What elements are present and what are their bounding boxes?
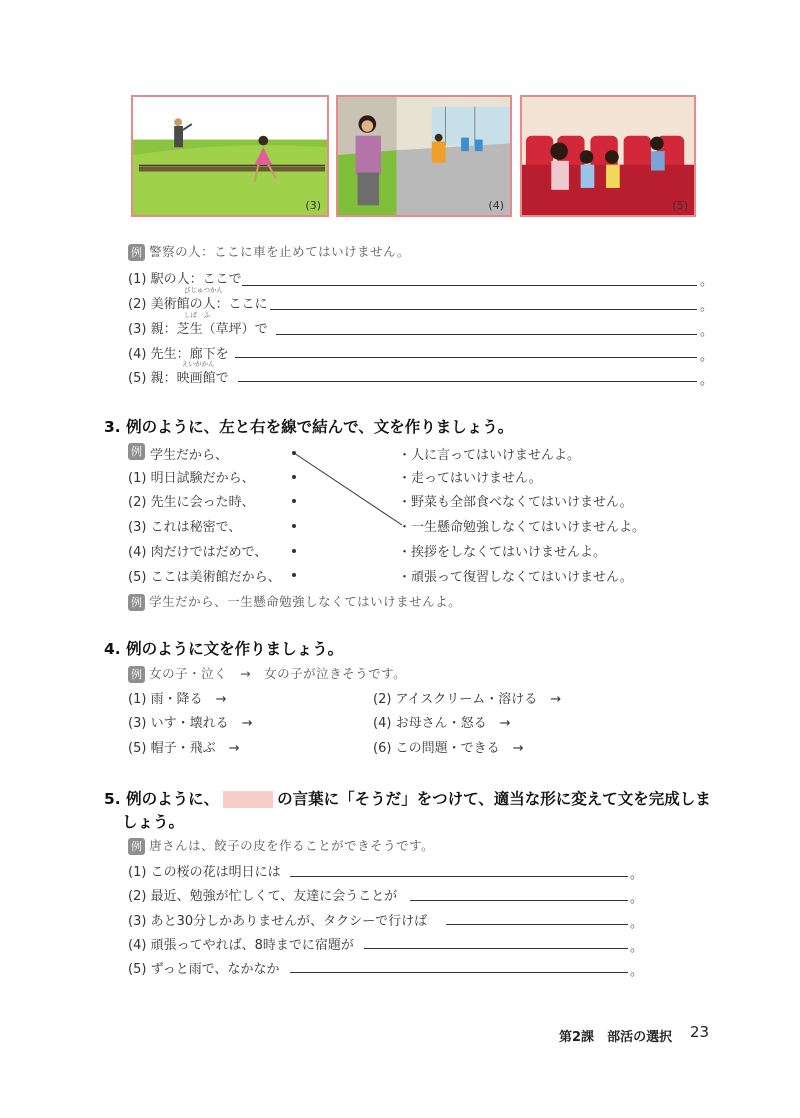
answer-line-3[interactable] (446, 924, 628, 925)
item-number: (2) (373, 692, 392, 707)
item-number: (3) (128, 322, 147, 337)
right-bullet[interactable]: ・ (398, 448, 412, 463)
item-number: (2) (128, 889, 147, 904)
ex3-left-1 (128, 467, 255, 486)
ex4-item-2 (373, 688, 561, 707)
ruby-bijutsukan: びじゅつかん (184, 286, 223, 294)
ex3-right-4 (398, 541, 606, 560)
item-text: この桜の花は明日には (150, 865, 281, 880)
example-badge: 例 (128, 666, 145, 683)
ex3-right-0 (398, 444, 580, 463)
right-text: 一生懸命勉強しなくてはいけませんよ。 (411, 520, 646, 535)
answer-line-4[interactable] (364, 948, 628, 949)
left-dot[interactable] (292, 549, 296, 553)
highlight-box (223, 791, 273, 808)
item-number: (6) (373, 741, 392, 756)
left-text: 肉だけではだめで、 (150, 545, 268, 560)
right-bullet[interactable]: ・ (398, 495, 412, 510)
item-text: 雨・降る (150, 692, 203, 707)
left-text: 明日試験だから、 (150, 471, 255, 486)
ex5-item-2 (128, 885, 397, 904)
answer-line-1[interactable] (290, 876, 628, 877)
ex2-example (128, 242, 410, 261)
answer-line-4[interactable] (235, 357, 697, 358)
item-number: (2) (128, 495, 147, 510)
item-text: 親：芝生（草坪）で (150, 322, 268, 337)
item-number: (2) (128, 297, 147, 312)
period-mark: 。 (630, 891, 644, 906)
item-text: 先生：廊下を (150, 347, 229, 362)
ex5-heading-part-b: の言葉に「そうだ」をつけて、適当な形に変えて文を完成しま (277, 790, 711, 808)
answer-line-3[interactable] (276, 334, 697, 335)
arrow: → (228, 741, 240, 756)
ex3-right-3 (398, 516, 645, 535)
example-badge: 例 (128, 838, 145, 855)
item-number: (3) (128, 914, 147, 929)
ruby-shibafu: しば ふ (184, 311, 210, 319)
right-text: 人に言ってはいけませんよ。 (411, 448, 581, 463)
page-number: 23 (690, 1023, 710, 1041)
item-number: (5) (128, 962, 147, 977)
item-text: 頑張ってやれば、8時までに宿題が (150, 938, 354, 953)
ex5-item-4 (128, 934, 354, 953)
arrow: → (241, 716, 253, 731)
ex3-right-2 (398, 491, 633, 510)
illustration-4 (336, 95, 512, 217)
item-text: この問題・できる (395, 741, 500, 756)
item-text: アイスクリーム・溶ける (395, 692, 538, 707)
ex3-left-2 (128, 491, 255, 510)
left-text: 学生だから、 (150, 448, 229, 463)
item-number: (1) (128, 692, 147, 707)
answer-line-5[interactable] (238, 381, 697, 382)
item-text: 駅の人：ここで (150, 272, 242, 287)
cinema-scene-illustration (522, 97, 694, 215)
ex5-item-1 (128, 861, 281, 880)
item-text: ずっと雨で、なかなか (150, 962, 280, 977)
example-badge: 例 (128, 244, 145, 261)
ex4-item-6 (373, 737, 524, 756)
ex2-example-text: 警察の人：ここに車を止めてはいけません。 (149, 244, 410, 259)
connecting-line (290, 448, 410, 528)
right-text: 頑張って復習しなくてはいけません。 (411, 570, 633, 585)
ex3-answer-example (128, 592, 461, 611)
arrow: → (215, 692, 227, 707)
example-badge: 例 (128, 443, 145, 460)
period-mark: 。 (630, 916, 644, 931)
item-text: 親：映画館で (150, 371, 229, 386)
picture-label: (4) (488, 199, 504, 212)
item-number: (5) (128, 371, 147, 386)
footer-lesson: 第2課 (559, 1030, 595, 1045)
picture-label: (3) (305, 199, 321, 212)
period-mark: 。 (630, 940, 644, 955)
footer-chapter (559, 1026, 672, 1045)
ex3-left-3 (128, 516, 241, 535)
ex4-heading: 4. 例のように文を作りましょう。 (104, 640, 344, 658)
item-text: お母さん・怒る (395, 716, 487, 731)
ex3-answer-text: 学生だから、一生懸命勉強しなくてはいけませんよ。 (149, 594, 462, 609)
arrow: → (550, 692, 562, 707)
ex4-item-5 (128, 737, 240, 756)
period-mark: 。 (700, 324, 714, 339)
answer-line-5[interactable] (290, 972, 628, 973)
ex3-right-1 (398, 467, 542, 486)
park-scene-illustration (133, 97, 327, 215)
left-text: ここは美術館だから、 (150, 570, 281, 585)
right-text: 挨拶をしなくてはいけませんよ。 (411, 545, 607, 560)
right-bullet[interactable]: ・ (398, 570, 412, 585)
ex5-example (128, 836, 434, 855)
right-bullet[interactable]: ・ (398, 471, 412, 486)
period-mark: 。 (630, 867, 644, 882)
ex2-item-5 (128, 367, 229, 386)
hallway-scene-illustration (338, 97, 510, 215)
ex5-example-text: 唐さんは、餃子の皮を作ることができそうです。 (149, 838, 435, 853)
item-number: (5) (128, 570, 147, 585)
ex4-example-text: 女の子・泣く → 女の子が泣きそうです。 (149, 666, 407, 681)
right-bullet[interactable]: ・ (398, 520, 412, 535)
left-dot[interactable] (292, 573, 296, 577)
ruby-eigakan: えいがかん (182, 360, 215, 368)
item-text: 帽子・飛ぶ (150, 741, 216, 756)
item-text: 最近、勉強が忙しくて、友達に会うことが (150, 889, 398, 904)
ex3-heading: 3. 例のように、左と右を線で結んで、文を作りましょう。 (104, 418, 514, 436)
item-number: (1) (128, 272, 147, 287)
item-number: (4) (128, 347, 147, 362)
left-text: これは秘密で、 (150, 520, 242, 535)
illustration-5 (520, 95, 696, 217)
example-badge: 例 (128, 594, 145, 611)
right-text: 走ってはいけません。 (411, 471, 542, 486)
ex3-left-4 (128, 541, 267, 560)
period-mark: 。 (700, 373, 714, 388)
period-mark: 。 (700, 299, 714, 314)
item-number: (1) (128, 471, 147, 486)
ex4-item-4 (373, 712, 511, 731)
arrow: → (499, 716, 511, 731)
ex5-heading (104, 787, 711, 809)
answer-line-2[interactable] (410, 900, 628, 901)
item-text: あと30分しかありませんが、タクシーで行けば (150, 914, 428, 929)
item-number: (4) (128, 545, 147, 560)
item-text: 美術館の人：ここに (150, 297, 268, 312)
ex4-item-1 (128, 688, 227, 707)
ex3-right-5 (398, 566, 633, 585)
footer-title: 部活の選択 (607, 1030, 673, 1045)
ex5-heading-cont: しょう。 (122, 813, 185, 831)
left-text: 先生に会った時、 (150, 495, 255, 510)
ex4-item-3 (128, 712, 253, 731)
ex5-item-3 (128, 910, 427, 929)
answer-line-2[interactable] (270, 309, 697, 310)
ex3-left-0 (150, 444, 228, 463)
arrow: → (512, 741, 524, 756)
ex2-item-3 (128, 318, 268, 337)
item-text: いす・壊れる (150, 716, 229, 731)
ex5-item-5 (128, 958, 280, 977)
period-mark: 。 (630, 964, 644, 979)
illustration-3 (131, 95, 329, 217)
period-mark: 。 (700, 349, 714, 364)
item-number: (3) (128, 716, 147, 731)
answer-line-1[interactable] (242, 285, 697, 286)
item-number: (1) (128, 865, 147, 880)
item-number: (4) (128, 938, 147, 953)
right-bullet[interactable]: ・ (398, 545, 412, 560)
ex3-left-5 (128, 566, 281, 585)
ex4-example (128, 664, 406, 683)
item-number: (3) (128, 520, 147, 535)
ex5-heading-part-a: 5. 例のように、 (104, 790, 220, 808)
item-number: (5) (128, 741, 147, 756)
right-text: 野菜も全部食べなくてはいけません。 (411, 495, 633, 510)
item-number: (4) (373, 716, 392, 731)
picture-label: (5) (672, 199, 688, 212)
period-mark: 。 (700, 274, 714, 289)
